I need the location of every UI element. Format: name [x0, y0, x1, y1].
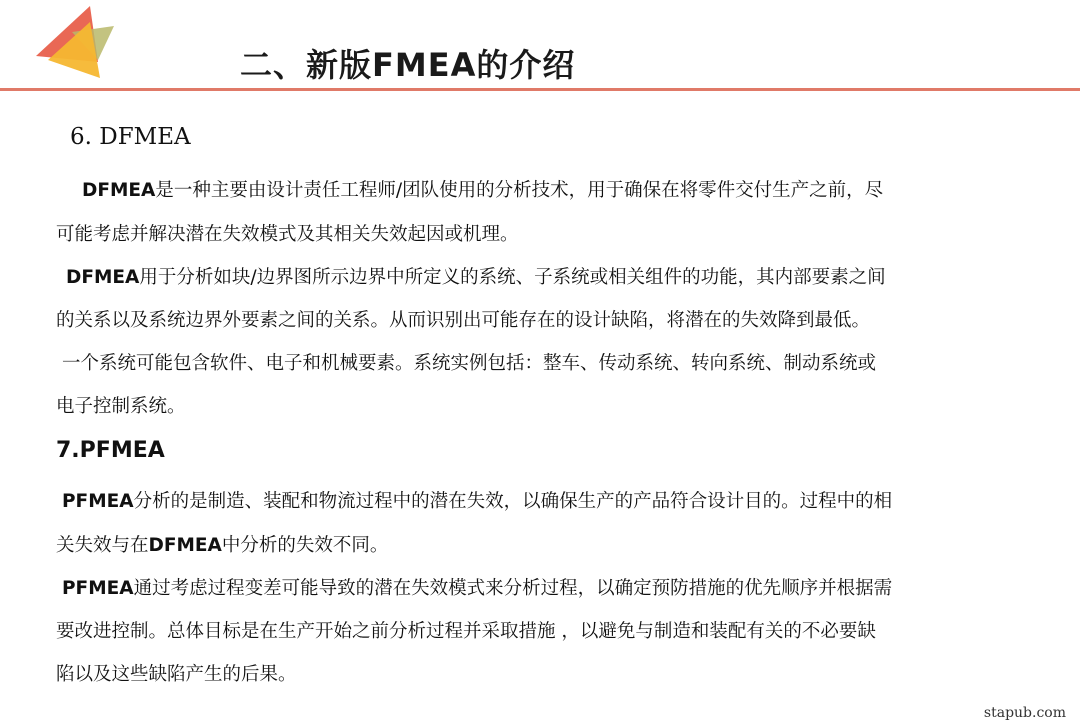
p4-line1: PFMEA分析的是制造、装配和物流过程中的潜在失效，以确保生产的产品符合设计目的。过程中的相	[62, 491, 893, 512]
page-title: 二、新版FMEA的介绍	[240, 46, 576, 84]
p2-line1: DFMEA用于分析如块/边界图所示边界中所定义的系统、子系统或相关组件的功能，其内部要素之间	[66, 267, 886, 288]
section-7-heading: 7.PFMEA	[56, 438, 165, 463]
watermark: stapub.com	[983, 705, 1066, 721]
p2-term: DFMEA	[66, 267, 140, 288]
section-6-heading: 6. DFMEA	[70, 124, 191, 150]
p4-line2: 关失效与在DFMEA中分析的失效不同。	[56, 535, 389, 556]
p5-line1: PFMEA通过考虑过程变差可能导致的潜在失效模式来分析过程，以确定预防措施的优先顺序并根据需	[62, 578, 893, 599]
p1-term: DFMEA	[82, 180, 156, 201]
p1-line1: DFMEA是一种主要由设计责任工程师/团队使用的分析技术，用于确保在将零件交付生产之前，尽	[82, 180, 884, 201]
logo-triangles	[28, 2, 128, 80]
p3-line2: 电子控制系统。	[56, 396, 186, 417]
p4-term: PFMEA	[62, 491, 134, 512]
title-divider	[0, 88, 1080, 91]
p5-term: PFMEA	[62, 578, 134, 599]
p2-line2: 的关系以及系统边界外要素之间的关系。从而识别出可能存在的设计缺陷，将潜在的失效降到最低。	[56, 310, 871, 331]
p5-line2: 要改进控制。总体目标是在生产开始之前分析过程并采取措施 ，以避免与制造和装配有关的不必要缺	[56, 621, 876, 642]
p3-line1: 一个系统可能包含软件、电子和机械要素。系统实例包括：整车、传动系统、转向系统、制动系统或	[62, 353, 877, 374]
p5-line3: 陷以及这些缺陷产生的后果。	[56, 664, 297, 685]
p1-line2: 可能考虑并解决潜在失效模式及其相关失效起因或机理。	[56, 224, 519, 245]
